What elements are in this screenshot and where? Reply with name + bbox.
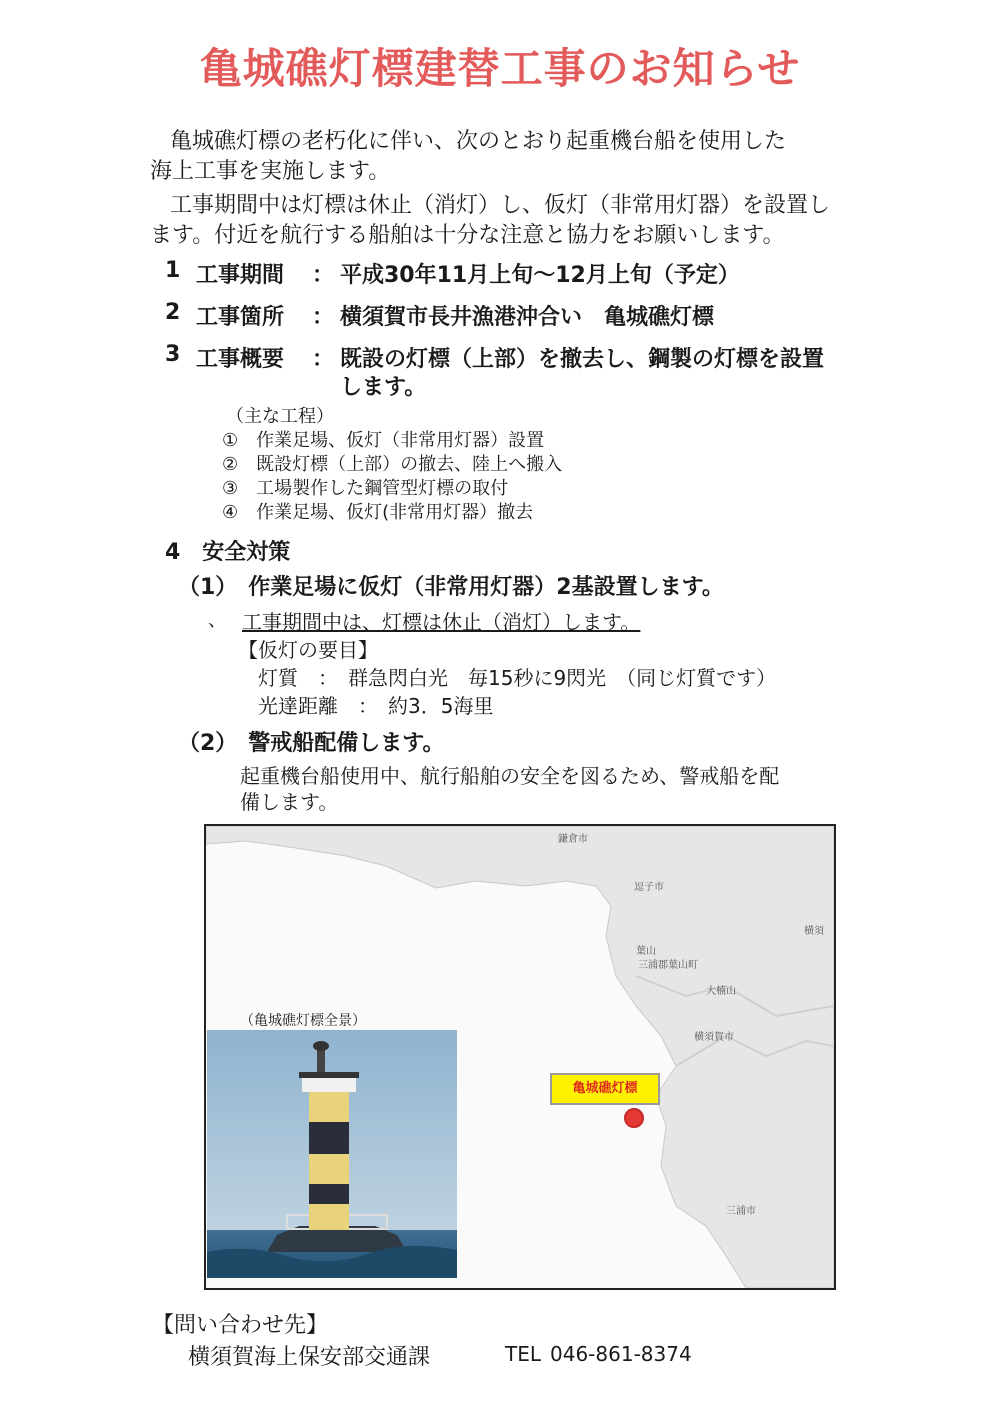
intro-p2-line1: 工事期間中は灯標は休止（消灯）し、仮灯（非常用灯器）を設置し (170, 193, 831, 218)
marker-dot (625, 1109, 643, 1127)
place-hayama-town: 三浦郡葉山町 (638, 960, 698, 971)
contact-tel-label: TEL (505, 1342, 541, 1366)
step-4: ④ 作業足場、仮灯(非常用灯器）撤去 (222, 502, 534, 523)
place-miura: 三浦市 (726, 1206, 756, 1217)
place-ogusu: 大楠山 (706, 986, 736, 997)
bullet-mark: 、 (208, 610, 226, 631)
marker-label: 亀城礁灯標 (550, 1073, 660, 1105)
safety-sub2: （2） 警戒船配備します。 (178, 731, 445, 756)
lighthouse-svg (207, 1030, 457, 1278)
steps-heading: （主な工程） (226, 406, 334, 427)
place-yokosuka: 横須賀市 (694, 1032, 734, 1043)
lighthouse-photo (207, 1030, 457, 1278)
step-3: ③ 工場製作した鋼管型灯標の取付 (222, 478, 509, 499)
item-3-label: 工事概要 (196, 347, 285, 372)
item-1-num: 1 (165, 258, 181, 283)
item-2-num: 2 (165, 300, 181, 325)
place-kamakura: 鎌倉市 (558, 834, 588, 845)
safety-heading: 4 安全対策 (165, 540, 291, 565)
intro-p2-line2: ます。付近を航行する船舶は十分な注意と協力をお願いします。 (150, 223, 785, 248)
sub2-line1: 起重機台船使用中、航行船舶の安全を図るため、警戒船を配 (240, 764, 780, 788)
item-1-sep: ： (312, 263, 335, 288)
item-3-num: 3 (165, 342, 181, 367)
spec-heading: 【仮灯の要目】 (238, 638, 378, 662)
item-2-value: 横須賀市長井漁港沖合い 亀城礁灯標 (340, 305, 715, 330)
contact-heading: 【問い合わせ先】 (152, 1313, 329, 1338)
item-3-sep: ： (312, 347, 335, 372)
item-1-value: 平成30年11月上旬〜12月上旬（予定） (340, 263, 740, 288)
spec-1: 灯質 ： 群急閃白光 毎15秒に9閃光 （同じ灯質です） (258, 666, 777, 690)
sub2-line2: 備します。 (240, 790, 339, 814)
place-yokosu: 横須 (804, 926, 824, 937)
item-3-value: 既設の灯標（上部）を撤去し、鋼製の灯標を設置 (340, 347, 825, 372)
place-hayama: 葉山 (636, 946, 656, 957)
intro-p1-line2: 海上工事を実施します。 (150, 159, 391, 184)
item-1-label: 工事期間 (196, 263, 285, 288)
intro-p1-line1: 亀城礁灯標の老朽化に伴い、次のとおり起重機台船を使用した (170, 129, 787, 154)
page-title: 亀城礁灯標建替工事のお知らせ (199, 44, 801, 93)
spec-2: 光達距離 ： 約3．5海里 (258, 694, 494, 718)
place-zushi: 逗子市 (634, 882, 664, 893)
item-3-value-cont: します。 (340, 375, 427, 400)
item-2-sep: ： (312, 305, 335, 330)
contact-tel: 046-861-8374 (550, 1342, 692, 1366)
safety-sub1: （1） 作業足場に仮灯（非常用灯器）2基設置します。 (178, 575, 724, 600)
step-1: ① 作業足場、仮灯（非常用灯器）設置 (222, 430, 545, 451)
item-2-label: 工事箇所 (196, 305, 285, 330)
contact-org: 横須賀海上保安部交通課 (188, 1345, 431, 1370)
step-2: ② 既設灯標（上部）の撤去、陸上へ搬入 (222, 454, 563, 475)
photo-caption: （亀城礁灯標全景） (240, 1013, 366, 1029)
safety-bullet: 工事期間中は、灯標は休止（消灯）します。 (242, 610, 641, 634)
